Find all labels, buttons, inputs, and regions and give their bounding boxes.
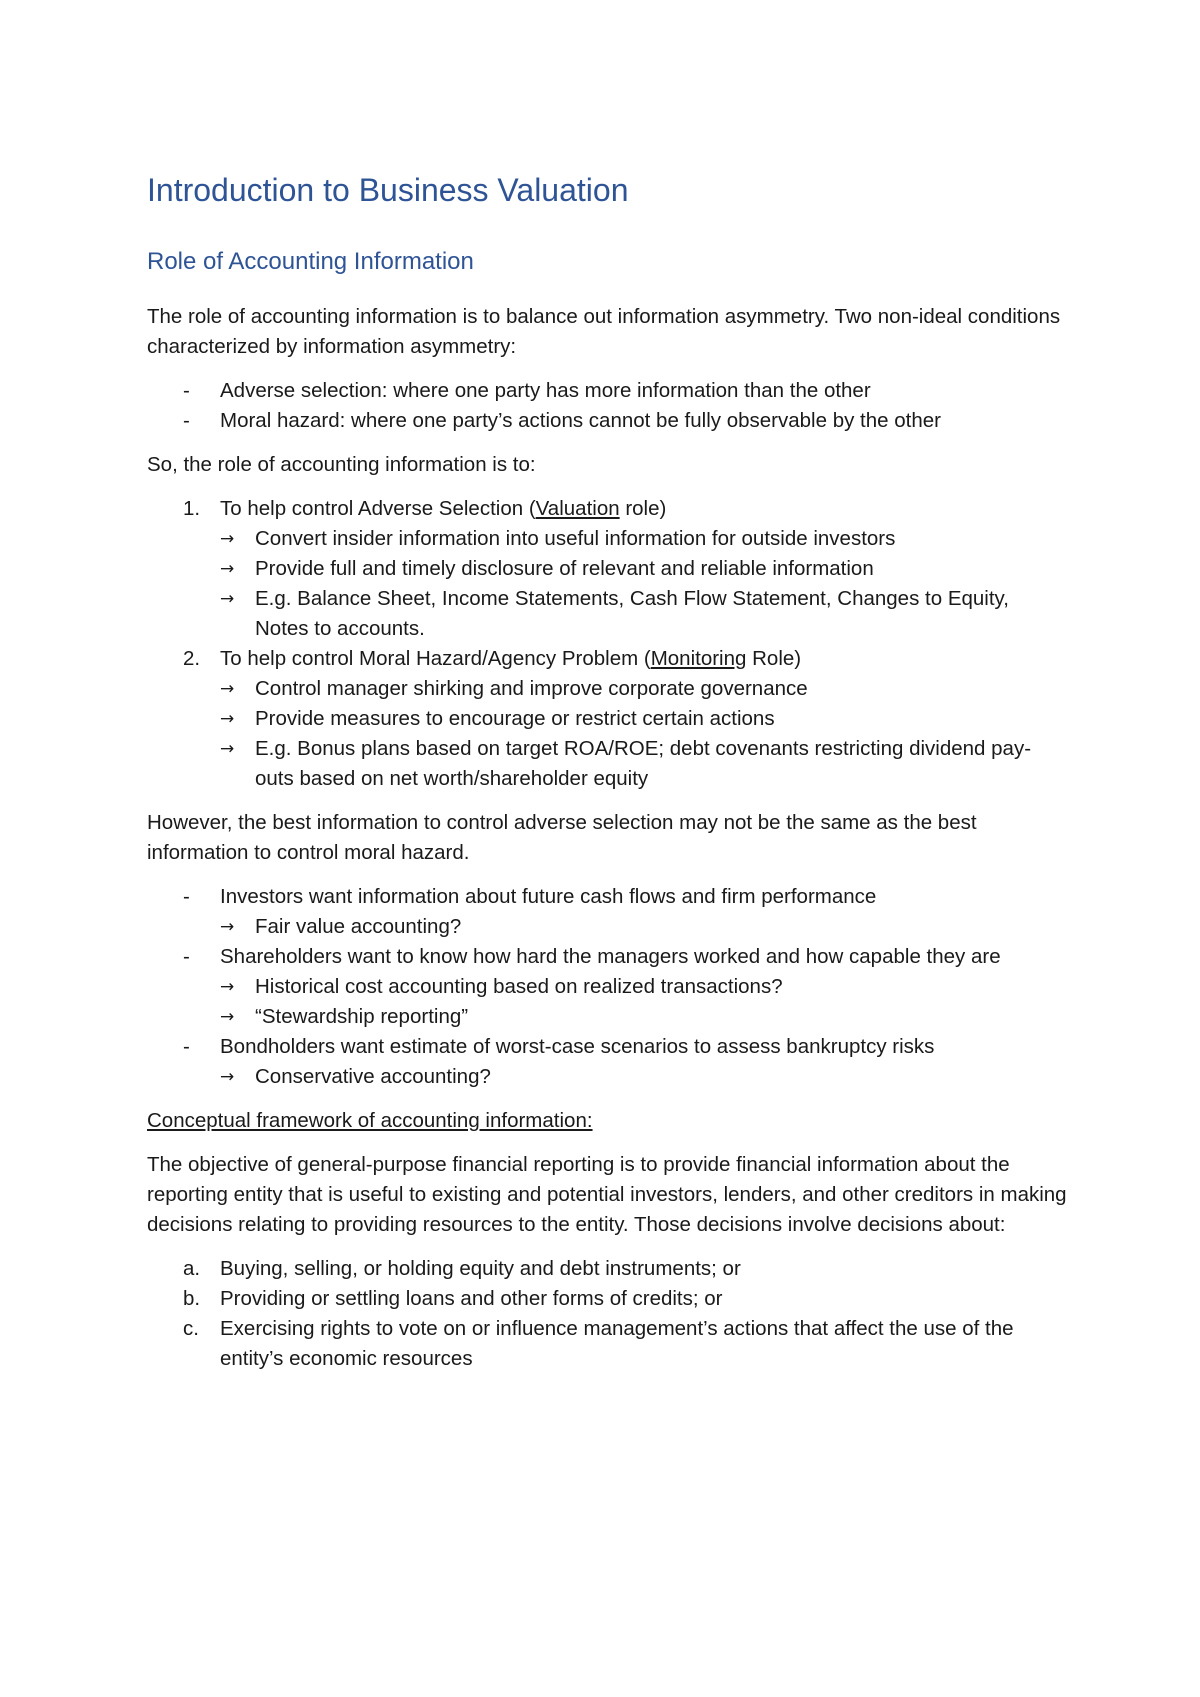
arrow-item [220, 1002, 1067, 1032]
arrow-item-text: “Stewardship reporting” [255, 1005, 469, 1028]
objective-paragraph: The objective of general-purpose financial reporting is to provide financial information about the reporting entity that is useful to existing and potential investors, lenders, and other creditors in making decisions relating to providing resources to the entity. Those decisions involve decisions about: [147, 1153, 1067, 1236]
framework-heading: Conceptual framework of accounting information: [147, 1109, 593, 1132]
arrow-item-text: Historical cost accounting based on realized transactions? [255, 975, 783, 998]
list-item-text: Adverse selection: where one party has more information than the other [220, 379, 871, 402]
role-text-pre: To help control Moral Hazard/Agency Problem ( [220, 647, 651, 670]
so-paragraph: So, the role of accounting information is to: [147, 453, 536, 476]
arrow-list [220, 972, 1067, 1032]
arrow-item-text: Convert insider information into useful information for outside investors [255, 527, 896, 550]
role-text-pre: To help control Adverse Selection ( [220, 497, 536, 520]
role-text-post: Role) [746, 647, 802, 670]
role-underlined: Valuation [535, 497, 620, 520]
arrow-item-text: Provide measures to encourage or restrict certain actions [255, 707, 775, 730]
arrow-item-text: Control manager shirking and improve corporate governance [255, 677, 808, 700]
arrow-right-icon: → [220, 917, 235, 937]
list-item-text: Providing or settling loans and other forms of credits; or [220, 1287, 723, 1310]
dash-marker: - [183, 409, 190, 432]
arrow-item [220, 734, 1067, 794]
role-text-post: role) [619, 497, 667, 520]
arrow-right-icon: → [220, 559, 235, 579]
list-item-text: Buying, selling, or holding equity and debt instruments; or [220, 1257, 741, 1280]
arrow-right-icon: → [220, 529, 235, 549]
list-item [147, 1032, 1067, 1092]
dash-marker: - [183, 379, 190, 402]
roles-list [147, 494, 1067, 794]
list-item-text: Moral hazard: where one party’s actions cannot be fully observable by the other [220, 409, 941, 432]
arrow-right-icon: → [220, 589, 235, 609]
list-item [147, 644, 1067, 794]
letter-marker: a. [183, 1257, 201, 1280]
arrow-item-text: Fair value accounting? [255, 915, 462, 938]
arrow-item-text: Provide full and timely disclosure of relevant and reliable information [255, 557, 874, 580]
arrow-item [220, 704, 1067, 734]
list-item [147, 1254, 1067, 1284]
letter-marker: c. [183, 1317, 199, 1340]
dash-marker: - [183, 885, 190, 908]
arrow-right-icon: → [220, 709, 235, 729]
list-item-text: Shareholders want to know how hard the managers worked and how capable they are [220, 945, 1001, 968]
intro-paragraph: The role of accounting information is to balance out information asymmetry. Two non-ideal conditions characterized by information asymmetry: [147, 305, 1061, 358]
arrow-item-text: E.g. Balance Sheet, Income Statements, Cash Flow Statement, Changes to Equity, Notes to accounts. [255, 587, 1009, 640]
list-item-text: Bondholders want estimate of worst-case scenarios to assess bankruptcy risks [220, 1035, 935, 1058]
list-item [147, 494, 1067, 644]
arrow-right-icon: → [220, 977, 235, 997]
list-item-text: Exercising rights to vote on or influence management’s actions that affect the use of the entity’s economic resources [220, 1317, 1014, 1370]
arrow-right-icon: → [220, 739, 235, 759]
arrow-item [220, 524, 1067, 554]
arrow-item-text: E.g. Bonus plans based on target ROA/ROE; debt covenants restricting dividend pay-outs based on net worth/shareholder equity [255, 737, 1032, 790]
number-marker: 1. [183, 497, 201, 520]
arrow-right-icon: → [220, 1007, 235, 1027]
arrow-list [220, 524, 1067, 644]
however-paragraph: However, the best information to control adverse selection may not be the same as the best information to control moral hazard. [147, 811, 977, 864]
arrow-item [220, 584, 1067, 644]
number-marker: 2. [183, 647, 201, 670]
arrow-list [220, 1062, 1067, 1092]
document-content [147, 170, 1067, 1388]
list-item [147, 882, 1067, 942]
list-item [147, 942, 1067, 1032]
conditions-list [147, 376, 1067, 436]
list-item-text: Investors want information about future cash flows and firm performance [220, 885, 877, 908]
arrow-right-icon: → [220, 679, 235, 699]
decisions-list [147, 1254, 1067, 1374]
arrow-item [220, 1062, 1067, 1092]
dash-marker: - [183, 1035, 190, 1058]
list-item [147, 1314, 1067, 1374]
list-item [147, 376, 1067, 406]
arrow-list [220, 674, 1067, 794]
document-title: Introduction to Business Valuation [147, 172, 629, 208]
arrow-item [220, 554, 1067, 584]
list-item [147, 1284, 1067, 1314]
arrow-item [220, 912, 1067, 942]
arrow-item [220, 972, 1067, 1002]
list-item [147, 406, 1067, 436]
stakeholders-list [147, 882, 1067, 1092]
role-underlined: Monitoring [650, 647, 747, 670]
arrow-list [220, 912, 1067, 942]
arrow-item [220, 674, 1067, 704]
arrow-right-icon: → [220, 1067, 235, 1087]
arrow-item-text: Conservative accounting? [255, 1065, 491, 1088]
letter-marker: b. [183, 1287, 201, 1310]
section-heading: Role of Accounting Information [147, 248, 474, 275]
dash-marker: - [183, 945, 190, 968]
